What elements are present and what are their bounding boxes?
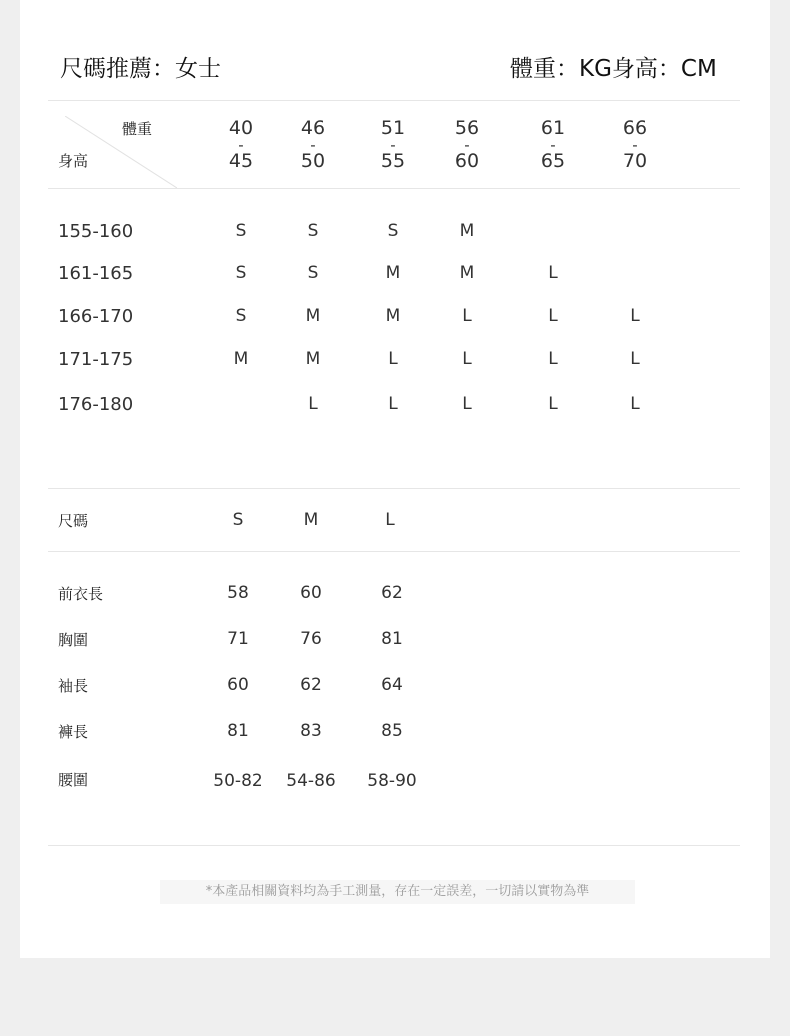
measure-value: 60 bbox=[227, 675, 249, 695]
measure-value: 58 bbox=[227, 583, 249, 603]
divider bbox=[48, 551, 740, 552]
size-header-l: L bbox=[385, 510, 395, 530]
size-cell: S bbox=[387, 221, 399, 241]
measure-value: 81 bbox=[227, 721, 249, 741]
measure-label: 褲長 bbox=[58, 723, 89, 741]
size-cell: L bbox=[462, 306, 472, 326]
size-cell: L bbox=[388, 349, 398, 369]
size-cell: S bbox=[235, 306, 247, 326]
size-cell: L bbox=[548, 349, 558, 369]
measure-value: 62 bbox=[381, 583, 403, 603]
measure-value: 64 bbox=[381, 675, 403, 695]
height-label-5: 176-180 bbox=[58, 394, 134, 415]
size-cell: L bbox=[388, 394, 398, 414]
units-label: 體重：KG身高：CM bbox=[510, 56, 717, 82]
weight-range-6: 66 - 70 bbox=[622, 117, 648, 172]
height-label-3: 166-170 bbox=[58, 306, 134, 327]
weight-range-5: 61 - 65 bbox=[540, 117, 566, 172]
corner-height-label: 身高 bbox=[58, 152, 89, 170]
size-cell: L bbox=[630, 306, 640, 326]
weight-range-2: 46 - 50 bbox=[300, 117, 326, 172]
size-cell: L bbox=[462, 394, 472, 414]
size-cell: L bbox=[548, 394, 558, 414]
measure-value: 60 bbox=[300, 583, 322, 603]
measure-value: 71 bbox=[227, 629, 249, 649]
size-cell: S bbox=[235, 221, 247, 241]
measure-value: 76 bbox=[300, 629, 322, 649]
measure-value: 85 bbox=[381, 721, 403, 741]
divider bbox=[48, 188, 740, 189]
size-header-m: M bbox=[303, 510, 319, 530]
measure-value: 54-86 bbox=[286, 771, 336, 791]
size-cell: S bbox=[307, 263, 319, 283]
weight-range-1: 40 - 45 bbox=[228, 117, 254, 172]
size-cell: M bbox=[385, 306, 401, 326]
size-cell: M bbox=[459, 263, 475, 283]
measure-label: 腰圍 bbox=[58, 771, 89, 789]
height-label-1: 155-160 bbox=[58, 221, 134, 242]
divider bbox=[48, 100, 740, 101]
size-cell: L bbox=[630, 394, 640, 414]
size-cell: S bbox=[235, 263, 247, 283]
disclaimer-note: *本產品相關資料均為手工測量，存在一定誤差，一切請以實物為準 bbox=[160, 880, 635, 904]
height-label-2: 161-165 bbox=[58, 263, 134, 284]
measure-label: 前衣長 bbox=[58, 585, 104, 603]
size-cell: M bbox=[459, 221, 475, 241]
size-header-label: 尺碼 bbox=[58, 512, 89, 530]
measure-value: 62 bbox=[300, 675, 322, 695]
corner-weight-label: 體重 bbox=[122, 120, 153, 138]
divider bbox=[48, 845, 740, 846]
measure-value: 50-82 bbox=[213, 771, 263, 791]
measure-value: 58-90 bbox=[367, 771, 417, 791]
size-chart-card bbox=[20, 0, 770, 958]
weight-range-4: 56 - 60 bbox=[454, 117, 480, 172]
size-cell: M bbox=[385, 263, 401, 283]
divider bbox=[48, 488, 740, 489]
measure-label: 胸圍 bbox=[58, 631, 89, 649]
size-cell: L bbox=[308, 394, 318, 414]
size-cell: M bbox=[305, 349, 321, 369]
size-cell: S bbox=[307, 221, 319, 241]
weight-range-3: 51 - 55 bbox=[380, 117, 406, 172]
measure-value: 83 bbox=[300, 721, 322, 741]
size-cell: M bbox=[305, 306, 321, 326]
measure-value: 81 bbox=[381, 629, 403, 649]
size-cell: L bbox=[548, 306, 558, 326]
page-title: 尺碼推薦：女士 bbox=[60, 56, 221, 82]
size-cell: M bbox=[233, 349, 249, 369]
measure-label: 袖長 bbox=[58, 677, 89, 695]
size-header-s: S bbox=[232, 510, 244, 530]
size-cell: L bbox=[462, 349, 472, 369]
size-cell: L bbox=[630, 349, 640, 369]
size-cell: L bbox=[548, 263, 558, 283]
height-label-4: 171-175 bbox=[58, 349, 134, 370]
